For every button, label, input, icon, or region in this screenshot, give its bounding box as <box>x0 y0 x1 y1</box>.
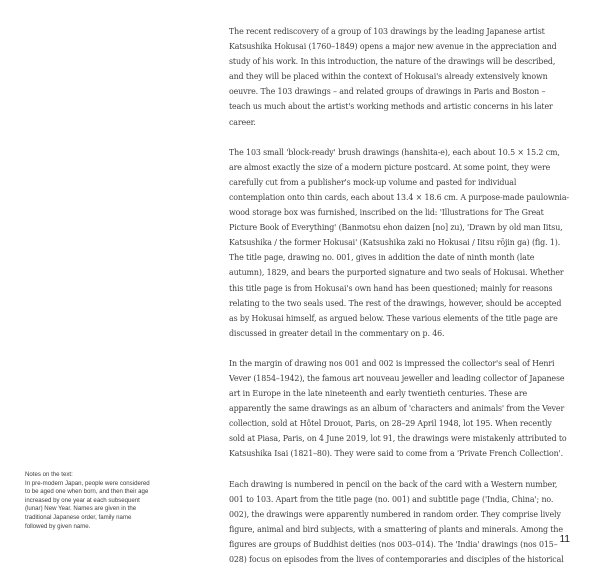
paragraph-drawings-description: The 103 small 'block-ready' brush drawings (hanshita-e), each about 10.5 × 15.2 cm, are almost exactly the size of a modern picture postcard. At some point, they were carefully cut from a publisher's mock-up volume and pasted for individual contemplation onto thin cards, each about 13.4 × 18.6 cm. A purpose-made paulownia-wood storage box was furnished, inscribed on the lid: 'Illustrations for The Great Picture Book of Everything' (Banmotsu ehon daizen [no] zu), 'Drawn by old man Iitsu, Katsushika / the former Hokusai' (Katsushika zaki no Hokusai / Iitsu rōjin ga) (fig. 1). The title page, drawing no. 001, gives in addition the date of ninth month (late autumn), 1829, and bears the purported signature and two seals of Hokusai. Whether this title page is from Hokusai's own hand has been questioned; mainly for reasons relating to the two seals used. The rest of the drawings, however, should be accepted as by Hokusai himself, as argued below. These various elements of the title page are discussed in greater detail in the commentary on p. 46. <box>229 147 569 338</box>
paragraph-intro: The recent rediscovery of a group of 103 drawings by the leading Japanese artist Katsushika Hokusai (1760–1849) opens a major new avenue in the appreciation and study of his work. In this introduction, the nature of the drawings will be described, and they will be placed within the context of Hokusai's already extensively known oeuvre. The 103 drawings – and related groups of drawings in Paris and Boston – teach us much about the artist's working methods and artistic concerns in his later career. <box>229 27 557 127</box>
paragraph-numbering: Each drawing is numbered in pencil on the back of the card with a Western number, 001 to 103. Apart from the title page (no. 001) and subtitle page ('India, China'; no. 002), the drawings were apparently numbered in random order. They comprise lively figure, animal and bird subjects, with a smattering of plants and minerals. Among the figures are groups of Buddhist deities (nos 003–014). The 'India' drawings (nos 015–028) focus on episodes from the lives of contemporaries and disciples of the historical <box>229 479 564 564</box>
paragraph-provenance: In the margin of drawing nos 001 and 002 is impressed the collector's seal of Henri Vever (1854–1942), the famous art nouveau jeweller and leading collector of Japanese art in Europe in the late nineteenth and early twentieth centuries. These are apparently the same drawings as an album of 'characters and animals' from the Vever collection, sold at Hôtel Drouot, Paris, on 28–29 April 1948, lot 195. When recently sold at Piasa, Paris, on 4 June 2019, lot 91, the drawings were mistakenly attributed to Katsushika Isai (1821–80). They were said to come from a 'Private French Collection'. <box>229 358 567 459</box>
notes-title: Notes on the text: <box>25 471 73 478</box>
side-notes <box>25 471 150 531</box>
page-number: 11 <box>559 534 570 545</box>
main-text-column <box>229 24 569 582</box>
notes-body: In pre-modern Japan, people were considered to be aged one when born, and then their age increased by one year at each subsequent (lunar) New Year. Names are given in the traditional Japanese order, family name followed by given name. <box>25 479 150 530</box>
